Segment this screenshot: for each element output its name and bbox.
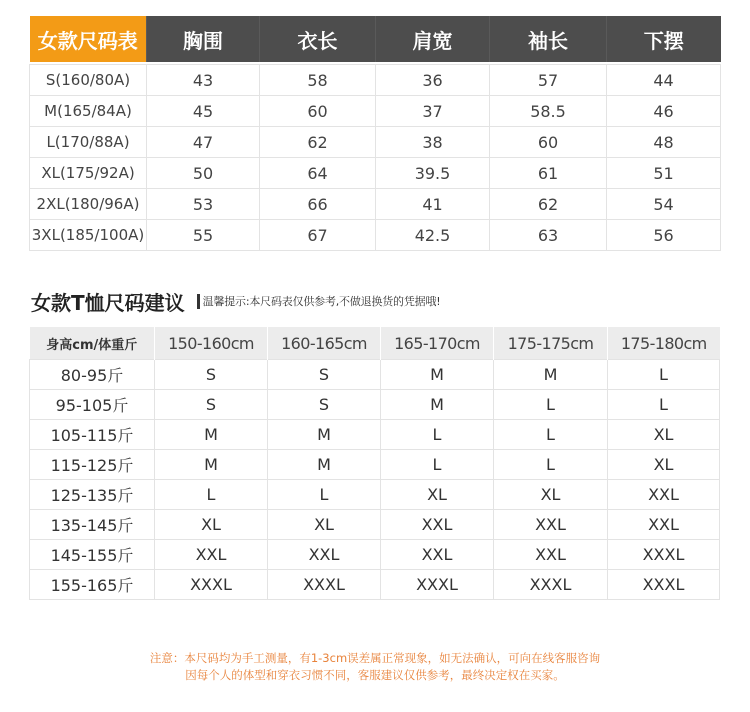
table-cell: S [155, 390, 268, 420]
size-label-cell: L(170/88A) [30, 127, 147, 158]
table-row [30, 96, 721, 127]
table-cell: L [381, 420, 494, 450]
weight-range-cell: 95-105斤 [30, 390, 155, 420]
table-cell: L [608, 390, 720, 420]
table-cell: 47 [147, 127, 260, 158]
table-cell: XXL [381, 510, 494, 540]
note-line-2: 因每个人的体型和穿衣习惯不同，客服建议仅供参考，最终决定权在买家。 [185, 668, 565, 682]
table-cell: XXL [381, 540, 494, 570]
table-cell: 39.5 [376, 158, 490, 189]
table-row [30, 570, 720, 600]
table-cell: S [268, 360, 381, 390]
header-sleeve: 袖长 [490, 16, 607, 62]
size-suggestion-table [29, 327, 720, 600]
table-cell: M [494, 360, 608, 390]
table-cell: 43 [147, 65, 260, 96]
table-cell: 63 [490, 220, 607, 251]
table-cell: M [268, 450, 381, 480]
header-height-range: 150-160cm [155, 327, 268, 360]
size-label-cell: S(160/80A) [30, 65, 147, 96]
table-cell: 64 [260, 158, 376, 189]
table-row [30, 420, 720, 450]
table-cell: XXL [155, 540, 268, 570]
table-cell: 56 [607, 220, 721, 251]
table-row [30, 189, 721, 220]
weight-range-cell: 135-145斤 [30, 510, 155, 540]
table-cell: 60 [260, 96, 376, 127]
table-cell: 44 [607, 65, 721, 96]
header-height-range: 165-170cm [381, 327, 494, 360]
header-length: 衣长 [260, 16, 376, 62]
note-line-1: 注意：本尺码均为手工测量，有1-3cm误差属正常现象，如无法确认，可向在线客服咨询 [149, 651, 601, 665]
table-cell: XXXL [494, 570, 608, 600]
size-label-cell: 2XL(180/96A) [30, 189, 147, 220]
table-cell: L [494, 420, 608, 450]
table-cell: 58 [260, 65, 376, 96]
table-cell: XL [155, 510, 268, 540]
table-row [30, 510, 720, 540]
table-cell: 45 [147, 96, 260, 127]
table-cell: L [268, 480, 381, 510]
table-row [30, 360, 720, 390]
measurement-notes [0, 650, 750, 684]
table-row [30, 220, 721, 251]
table-cell: 42.5 [376, 220, 490, 251]
size-chart-title-cell: 女款尺码表 [30, 16, 147, 62]
table-cell: XXL [608, 480, 720, 510]
table-row [30, 480, 720, 510]
suggestion-header-row [30, 327, 720, 360]
suggestion-tip: 温馨提示:本尺码表仅供参考,不做退换货的凭据哦! [202, 295, 441, 308]
table-cell: M [155, 450, 268, 480]
table-cell: M [155, 420, 268, 450]
table-cell: 55 [147, 220, 260, 251]
table-cell: 62 [490, 189, 607, 220]
table-cell: 57 [490, 65, 607, 96]
size-chart-header-row [30, 16, 721, 62]
table-row [30, 127, 721, 158]
table-cell: XL [608, 420, 720, 450]
table-cell: 62 [260, 127, 376, 158]
weight-range-cell: 125-135斤 [30, 480, 155, 510]
table-cell: XL [494, 480, 608, 510]
table-cell: 54 [607, 189, 721, 220]
table-cell: 58.5 [490, 96, 607, 127]
table-row [30, 450, 720, 480]
size-label-cell: 3XL(185/100A) [30, 220, 147, 251]
header-height-range: 175-175cm [494, 327, 608, 360]
header-hem: 下摆 [607, 16, 721, 62]
header-height-range: 160-165cm [268, 327, 381, 360]
table-cell: 61 [490, 158, 607, 189]
table-cell: XXXL [268, 570, 381, 600]
table-cell: M [268, 420, 381, 450]
table-cell: S [268, 390, 381, 420]
size-label-cell: XL(175/92A) [30, 158, 147, 189]
table-cell: XL [268, 510, 381, 540]
table-cell: XL [381, 480, 494, 510]
header-height-range: 175-180cm [608, 327, 720, 360]
table-cell: M [381, 390, 494, 420]
table-cell: 53 [147, 189, 260, 220]
table-row [30, 540, 720, 570]
table-cell: M [381, 360, 494, 390]
table-cell: XXL [494, 510, 608, 540]
table-cell: XXXL [155, 570, 268, 600]
header-chest: 胸围 [147, 16, 260, 62]
table-cell: 50 [147, 158, 260, 189]
weight-range-cell: 115-125斤 [30, 450, 155, 480]
table-cell: 67 [260, 220, 376, 251]
table-cell: 60 [490, 127, 607, 158]
table-cell: 37 [376, 96, 490, 127]
table-cell: XXL [268, 540, 381, 570]
table-cell: L [494, 450, 608, 480]
size-label-cell: M(165/84A) [30, 96, 147, 127]
divider-bar [197, 294, 200, 309]
table-cell: XXXL [608, 570, 720, 600]
table-row [30, 158, 721, 189]
weight-range-cell: 145-155斤 [30, 540, 155, 570]
header-shoulder: 肩宽 [376, 16, 490, 62]
table-cell: 48 [607, 127, 721, 158]
table-row [30, 390, 720, 420]
weight-range-cell: 80-95斤 [30, 360, 155, 390]
table-cell: XXL [608, 510, 720, 540]
table-row [30, 65, 721, 96]
table-cell: L [155, 480, 268, 510]
weight-range-cell: 155-165斤 [30, 570, 155, 600]
table-cell: S [155, 360, 268, 390]
table-cell: 66 [260, 189, 376, 220]
suggestion-heading [31, 286, 440, 316]
table-cell: 46 [607, 96, 721, 127]
table-cell: 38 [376, 127, 490, 158]
table-cell: L [608, 360, 720, 390]
header-height-weight: 身高cm/体重斤 [30, 327, 155, 360]
suggestion-title: 女款T恤尺码建议 [31, 290, 185, 315]
table-cell: XL [608, 450, 720, 480]
table-cell: 41 [376, 189, 490, 220]
size-chart-table [29, 16, 721, 251]
weight-range-cell: 105-115斤 [30, 420, 155, 450]
table-cell: XXXL [381, 570, 494, 600]
table-cell: 36 [376, 65, 490, 96]
table-cell: L [381, 450, 494, 480]
table-cell: 51 [607, 158, 721, 189]
table-cell: XXL [494, 540, 608, 570]
table-cell: L [494, 390, 608, 420]
table-cell: XXXL [608, 540, 720, 570]
